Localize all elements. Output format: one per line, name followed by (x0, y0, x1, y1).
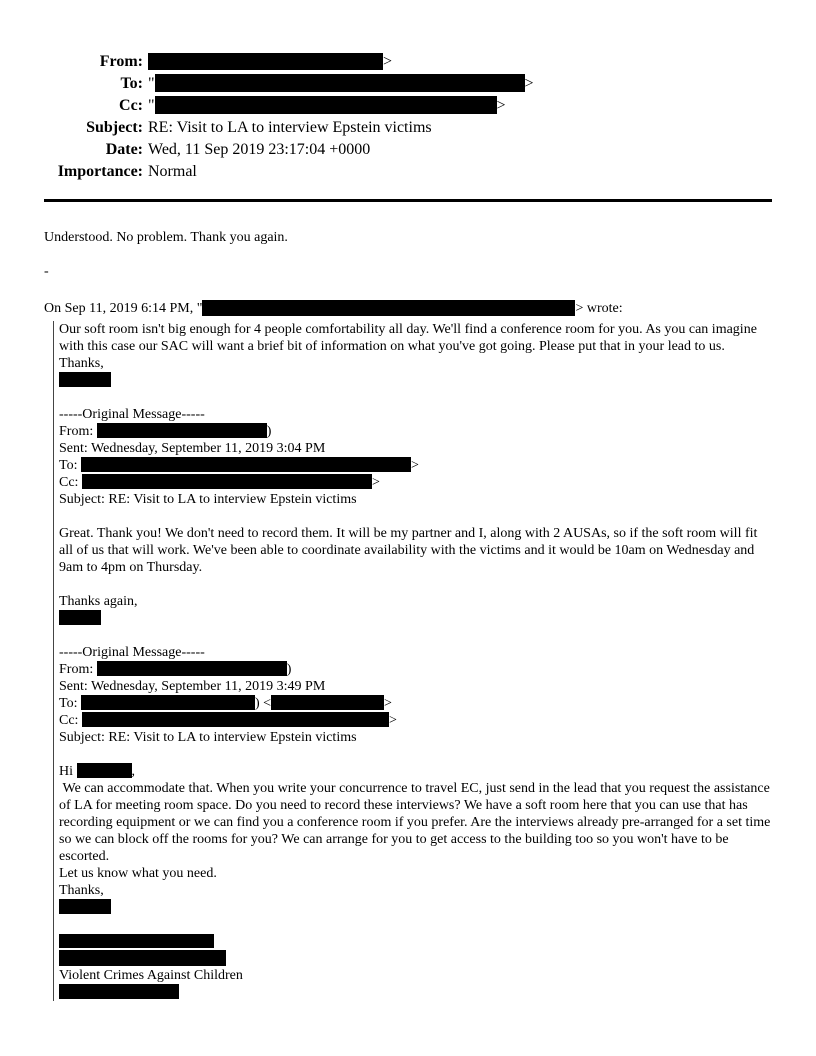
redaction-bar (81, 695, 255, 710)
text-run: ) (266, 424, 272, 439)
quote-line (59, 916, 772, 933)
text-run: Thanks, (59, 356, 104, 371)
quote-line (59, 882, 772, 899)
redaction-bar (81, 457, 411, 472)
text-run: Cc: (59, 713, 82, 728)
redaction-bar (82, 712, 389, 727)
quote-attribution (44, 300, 772, 317)
header-field-row (44, 95, 772, 117)
text-run: -----Original Message----- (59, 407, 205, 422)
header-field-label: To: (120, 75, 143, 92)
header-field-value (148, 95, 506, 117)
redaction-bar (59, 950, 226, 966)
quote-line (59, 729, 772, 746)
quote-line (59, 457, 772, 474)
text-run: On Sep 11, 2019 6:14 PM, " (44, 301, 203, 316)
text-run: > (524, 75, 534, 92)
header-field-row (44, 139, 772, 161)
text-run: We can accommodate that. When you write your concurrence to travel EC, just send in the lead that you request the assistance of LA for meeting room space. Do you need to record these interviews? We have a soft room here that you can use that has recording equipment or we can find you a conference room if you prefer. Are the interviews already pre-arranged for a set time so we can block off the rooms for you? We can arrange for you to get access to the building too so you won't have to be escorted. (59, 781, 774, 864)
text-run: " (148, 75, 155, 92)
quote-line (59, 678, 772, 695)
text-run: From: (59, 424, 97, 439)
quote-line (59, 899, 772, 916)
reply-dash: - (44, 264, 49, 279)
quote-line (59, 763, 772, 780)
quote-line (59, 372, 772, 389)
quote-line (59, 610, 772, 627)
quote-line (59, 525, 772, 576)
header-field-value (148, 161, 197, 183)
text-run: To: (59, 696, 81, 711)
header-field-value (148, 139, 370, 161)
text-run: Thanks, (59, 883, 104, 898)
header-field-label: Cc: (119, 97, 143, 114)
text-run: Subject: RE: Visit to LA to interview Epstein victims (59, 492, 357, 507)
header-field-label: Subject: (86, 119, 143, 136)
quote-line (59, 508, 772, 525)
text-run: Great. Thank you! We don't need to record them. It will be my partner and I, along with 2 AUSAs, so if the soft room will fit all of us that will work. We've been able to coordinate availability with the victims and it would be 10am on Wednesday and 9am to 4pm on Thursday. (59, 526, 761, 575)
quote-line (59, 661, 772, 678)
email-body (44, 229, 772, 1001)
quote-line (59, 321, 772, 355)
text-run: Wed, 11 Sep 2019 23:17:04 +0000 (148, 141, 371, 158)
quote-line (59, 746, 772, 763)
quote-line (59, 491, 772, 508)
quote-line (59, 406, 772, 423)
quote-line (59, 474, 772, 491)
text-run: Sent: Wednesday, September 11, 2019 3:04 PM (59, 441, 326, 456)
quote-line (59, 933, 772, 950)
quote-line (59, 440, 772, 457)
text-run: Hi (59, 764, 77, 779)
header-field-label: From: (99, 53, 143, 70)
text-run: Cc: (59, 475, 82, 490)
redaction-bar (59, 610, 101, 625)
reply-text: Understood. No problem. Thank you again. (44, 230, 288, 245)
quote-line (59, 593, 772, 610)
redaction-bar (202, 300, 575, 316)
redaction-bar (82, 474, 372, 489)
text-run: Subject: RE: Visit to LA to interview Epstein victims (59, 730, 357, 745)
redaction-bar (77, 763, 132, 778)
text-run: > (496, 97, 506, 114)
quote-line (59, 389, 772, 406)
quote-line (59, 865, 772, 882)
header-field-value (148, 51, 392, 73)
quote-line (59, 712, 772, 729)
text-run: > (410, 458, 419, 473)
text-run: > (384, 696, 392, 711)
quote-line (59, 695, 772, 712)
quote-line (59, 950, 772, 967)
header-field-value (148, 117, 432, 139)
header-field-row (44, 161, 772, 183)
text-run: Violent Crimes Against Children (59, 968, 243, 983)
redaction-bar (155, 96, 497, 114)
redaction-bar (59, 934, 214, 948)
text-run: " (148, 97, 155, 114)
header-field-label: Importance: (57, 163, 143, 180)
header-field-row (44, 73, 772, 95)
redaction-bar (59, 899, 111, 914)
text-run: , (131, 764, 135, 779)
text-run: To: (59, 458, 81, 473)
text-run: Our soft room isn't big enough for 4 people comfortability all day. We'll find a conference room for you. As you can imagine with this case our SAC will want a brief bit of information on what you've got going. Please put that in your lead to us. (59, 322, 761, 354)
redaction-bar (97, 423, 267, 438)
header-field-row (44, 51, 772, 73)
header-divider (44, 199, 772, 202)
quote-line (59, 355, 772, 372)
header-field-row (44, 117, 772, 139)
quote-line (59, 627, 772, 644)
text-run: Let us know what you need. (59, 866, 217, 881)
text-run: ) < (254, 696, 272, 711)
text-run: RE: Visit to LA to interview Epstein victims (148, 119, 432, 136)
redaction-bar (148, 53, 383, 70)
redaction-bar (97, 661, 287, 676)
quoted-message (53, 321, 772, 1001)
text-run: -----Original Message----- (59, 645, 205, 660)
redaction-bar (155, 74, 525, 92)
text-run: > (388, 713, 397, 728)
text-run: > wrote: (575, 301, 623, 316)
text-run: Normal (148, 163, 197, 180)
redaction-bar (271, 695, 384, 710)
text-run: ) (286, 662, 292, 677)
quote-line (59, 967, 772, 984)
text-run: From: (59, 662, 97, 677)
quote-line (59, 644, 772, 661)
text-run: > (383, 53, 393, 70)
text-run: Sent: Wednesday, September 11, 2019 3:49 PM (59, 679, 326, 694)
quote-line (59, 780, 772, 865)
text-run: Thanks again, (59, 594, 138, 609)
quote-line (59, 423, 772, 440)
redaction-bar (59, 372, 111, 387)
header-field-value (148, 73, 534, 95)
email-header (44, 51, 772, 183)
text-run: > (371, 475, 380, 490)
quote-line (59, 576, 772, 593)
header-field-label: Date: (105, 141, 143, 158)
quote-line (59, 984, 772, 1001)
redaction-bar (59, 984, 179, 999)
